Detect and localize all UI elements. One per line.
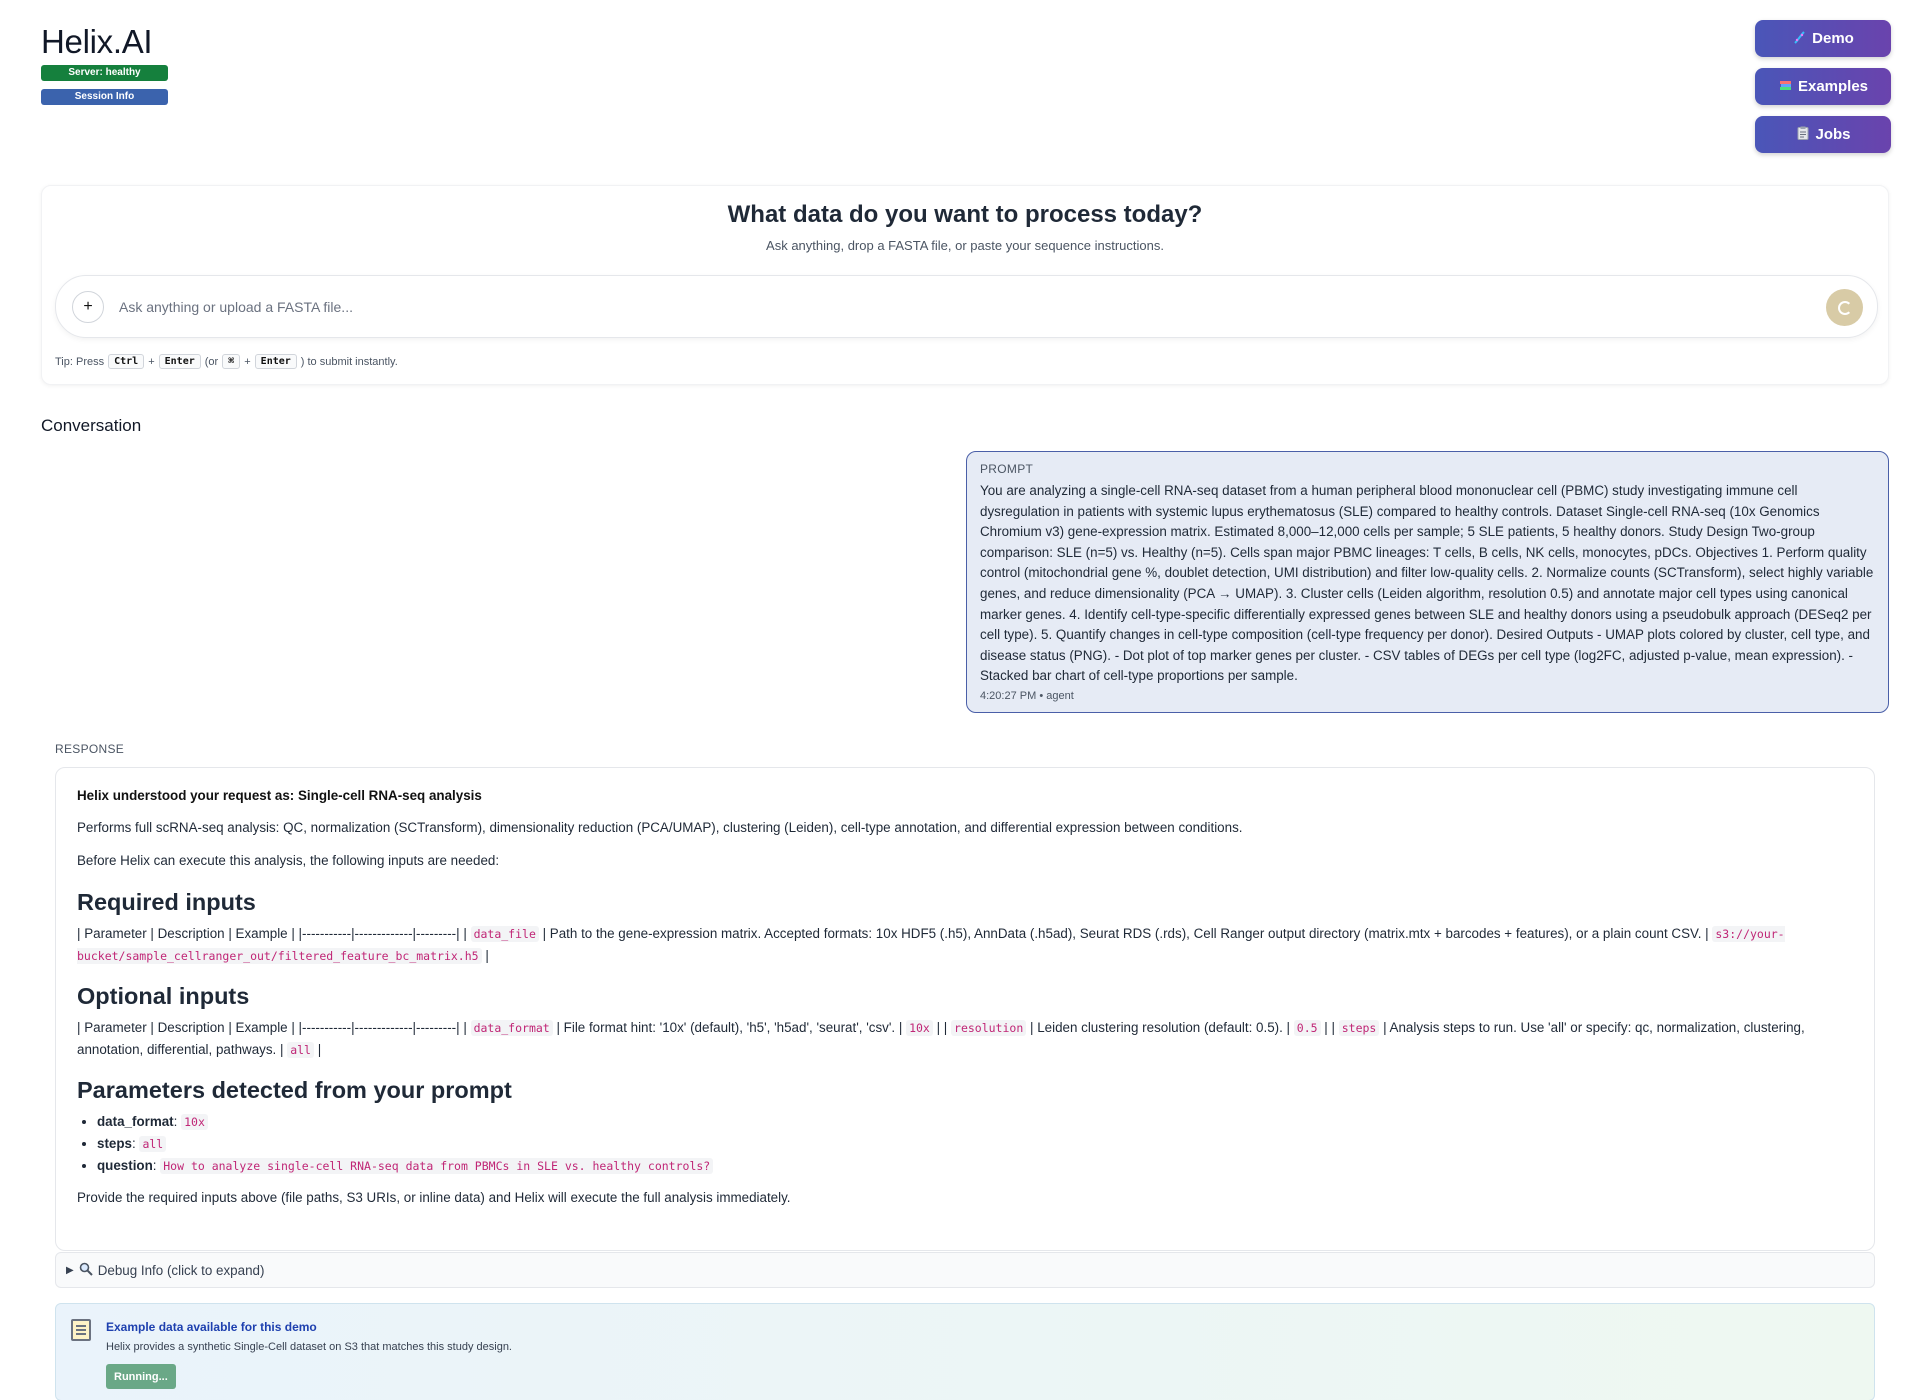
session-info-button[interactable]: Session Info	[41, 89, 168, 105]
example-data-title: Example data available for this demo	[106, 1320, 317, 1334]
demo-button[interactable]	[1755, 20, 1891, 57]
chat-input[interactable]	[119, 296, 1719, 318]
chat-input-bar	[55, 275, 1878, 338]
demo-button-label: Demo	[1812, 30, 1854, 47]
response-message	[55, 767, 1875, 1251]
composer-subheading: Ask anything, drop a FASTA file, or paste your sequence instructions.	[766, 238, 1164, 253]
magnifier-icon	[79, 1262, 93, 1279]
app-title: Helix.AI	[41, 23, 153, 60]
books-icon	[1778, 79, 1793, 95]
loading-spinner-icon	[1838, 301, 1852, 315]
list-item: • question: How to analyze single-cell RNA-seq data from PBMCs in SLE vs. healthy controls?	[97, 1155, 1853, 1177]
brand	[41, 22, 168, 105]
attach-button[interactable]: +	[72, 291, 104, 323]
param-data-file: data_file	[471, 926, 539, 942]
list-item: • data_format: 10x	[97, 1111, 1853, 1133]
param-resolution: resolution	[951, 1020, 1026, 1036]
kbd-enter: Enter	[159, 354, 201, 369]
required-inputs-table: | Parameter | Description | Example | |-----------|-------------|---------| | data_file | Path to the gene-expression matrix. Accepted formats: 10x HDF5 (.h5), AnnData (.h5ad), Seurat RDS (.rds), Cell Ranger output directory (matrix.mtx + barcodes + features), or a plain count CSV. | s3://your-bucket/sample_cellranger_out/filtered_feature_bc_matrix.h5 |	[77, 926, 1785, 963]
inputs-needed-note: Before Helix can execute this analysis, the following inputs are needed:	[77, 853, 500, 868]
param-steps: steps	[1339, 1020, 1380, 1036]
optional-inputs-table: | Parameter | Description | Example | |-----------|-------------|---------| | data_format | File format hint: '10x' (default), 'h5', 'h5ad', 'seurat', 'csv'. | 10x | | resolution | Leiden clustering resolution (default: 0.5). | 0.5 | | steps | Analysis steps to run. Use 'all' or specify: qc, normalization, clustering, annotation, differential, pathways. | all |	[77, 1020, 1805, 1057]
prompt-timestamp: 4:20:27 PM • agent	[980, 689, 1074, 702]
running-button[interactable]: Running...	[106, 1364, 176, 1389]
response-footer: Provide the required inputs above (file paths, S3 URIs, or inline data) and Helix will execute the full analysis immediately.	[77, 1190, 791, 1205]
detected-params-list	[77, 1111, 1853, 1177]
example-s3-path: s3://your-bucket/sample_cellranger_out/filtered_feature_bc_matrix.h5	[77, 927, 1785, 963]
kbd-cmd: ⌘	[222, 354, 240, 369]
analysis-description: Performs full scRNA-seq analysis: QC, normalization (SCTransform), dimensionality reduction (PCA/UMAP), clustering (Leiden), cell-type annotation, and differential expression between conditions.	[77, 820, 1243, 835]
server-status-badge: Server: healthy	[41, 65, 168, 81]
optional-inputs-heading: Optional inputs	[77, 983, 250, 1009]
examples-button[interactable]	[1755, 68, 1891, 105]
jobs-button-label: Jobs	[1815, 126, 1851, 143]
clipboard-icon	[1795, 126, 1810, 143]
required-inputs-heading: Required inputs	[77, 889, 256, 915]
dna-icon	[1792, 31, 1807, 47]
composer-card	[41, 185, 1889, 385]
kbd-enter: Enter	[255, 354, 297, 369]
debug-info-label: Debug Info (click to expand)	[97, 1262, 265, 1278]
param-data-format: data_format	[471, 1020, 553, 1036]
prompt-message	[966, 451, 1889, 713]
examples-button-label: Examples	[1797, 78, 1869, 95]
jobs-button[interactable]	[1755, 116, 1891, 153]
notepad-icon	[71, 1319, 91, 1341]
expand-arrow-icon: ▶	[66, 1264, 74, 1276]
conversation-title: Conversation	[41, 416, 142, 435]
detected-params-heading: Parameters detected from your prompt	[77, 1077, 512, 1103]
list-item: • steps: all	[97, 1133, 1853, 1155]
top-nav	[1755, 20, 1891, 153]
composer-heading: What data do you want to process today?	[727, 201, 1203, 228]
understood-line: Helix understood your request as: Single-cell RNA-seq analysis	[77, 788, 482, 803]
kbd-ctrl: Ctrl	[108, 354, 144, 369]
prompt-text: You are analyzing a single-cell RNA-seq dataset from a human peripheral blood mononuclear cell (PBMC) study investigating immune cell dysregulation in patients with systemic lupus erythematosus (SLE) compared to healthy controls. Dataset Single-cell RNA-seq (10x Genomics Chromium v3) gene-expression matrix. Estimated 8,000–12,000 cells per sample; 5 SLE patients, 5 healthy donors. Study Design Two-group comparison: SLE (n=5) vs. Healthy (n=5). Cells span major PBMC lineages: T cells, B cells, NK cells, monocytes, pDCs. Objectives 1. Perform quality control (mitochondrial gene %, doublet detection, UMI distribution) and filter low-quality cells. 2. Normalize counts (SCTransform), select highly variable genes, and reduce dimensionality (PCA → UMAP). 3. Cluster cells (Leiden algorithm, resolution 0.5) and annotate major cell types using canonical marker genes. 4. Identify cell-type-specific differentially expressed genes between SLE and healthy donors using a pseudobulk approach (DESeq2 per cell type). 5. Quantify changes in cell-type composition (cell-type frequency per donor). Desired Outputs - UMAP plots colored by cluster, cell type, and disease status (PNG). - Dot plot of top marker genes per cluster. - CSV tables of DEGs per cell type (log2FC, adjusted p-value, mean expression). - Stacked bar chart of cell-type proportions per sample.	[980, 483, 1874, 684]
example-data-card	[55, 1303, 1875, 1400]
example-data-subtitle: Helix provides a synthetic Single-Cell dataset on S3 that matches this study design.	[106, 1341, 512, 1353]
keyboard-tip: Tip: Press Ctrl + Enter (or ⌘ + Enter ) to submit instantly.	[55, 355, 398, 368]
send-button[interactable]	[1826, 289, 1863, 326]
response-label: RESPONSE	[55, 742, 125, 756]
prompt-label: PROMPT	[980, 462, 1034, 476]
debug-info-toggle[interactable]	[55, 1252, 1875, 1288]
